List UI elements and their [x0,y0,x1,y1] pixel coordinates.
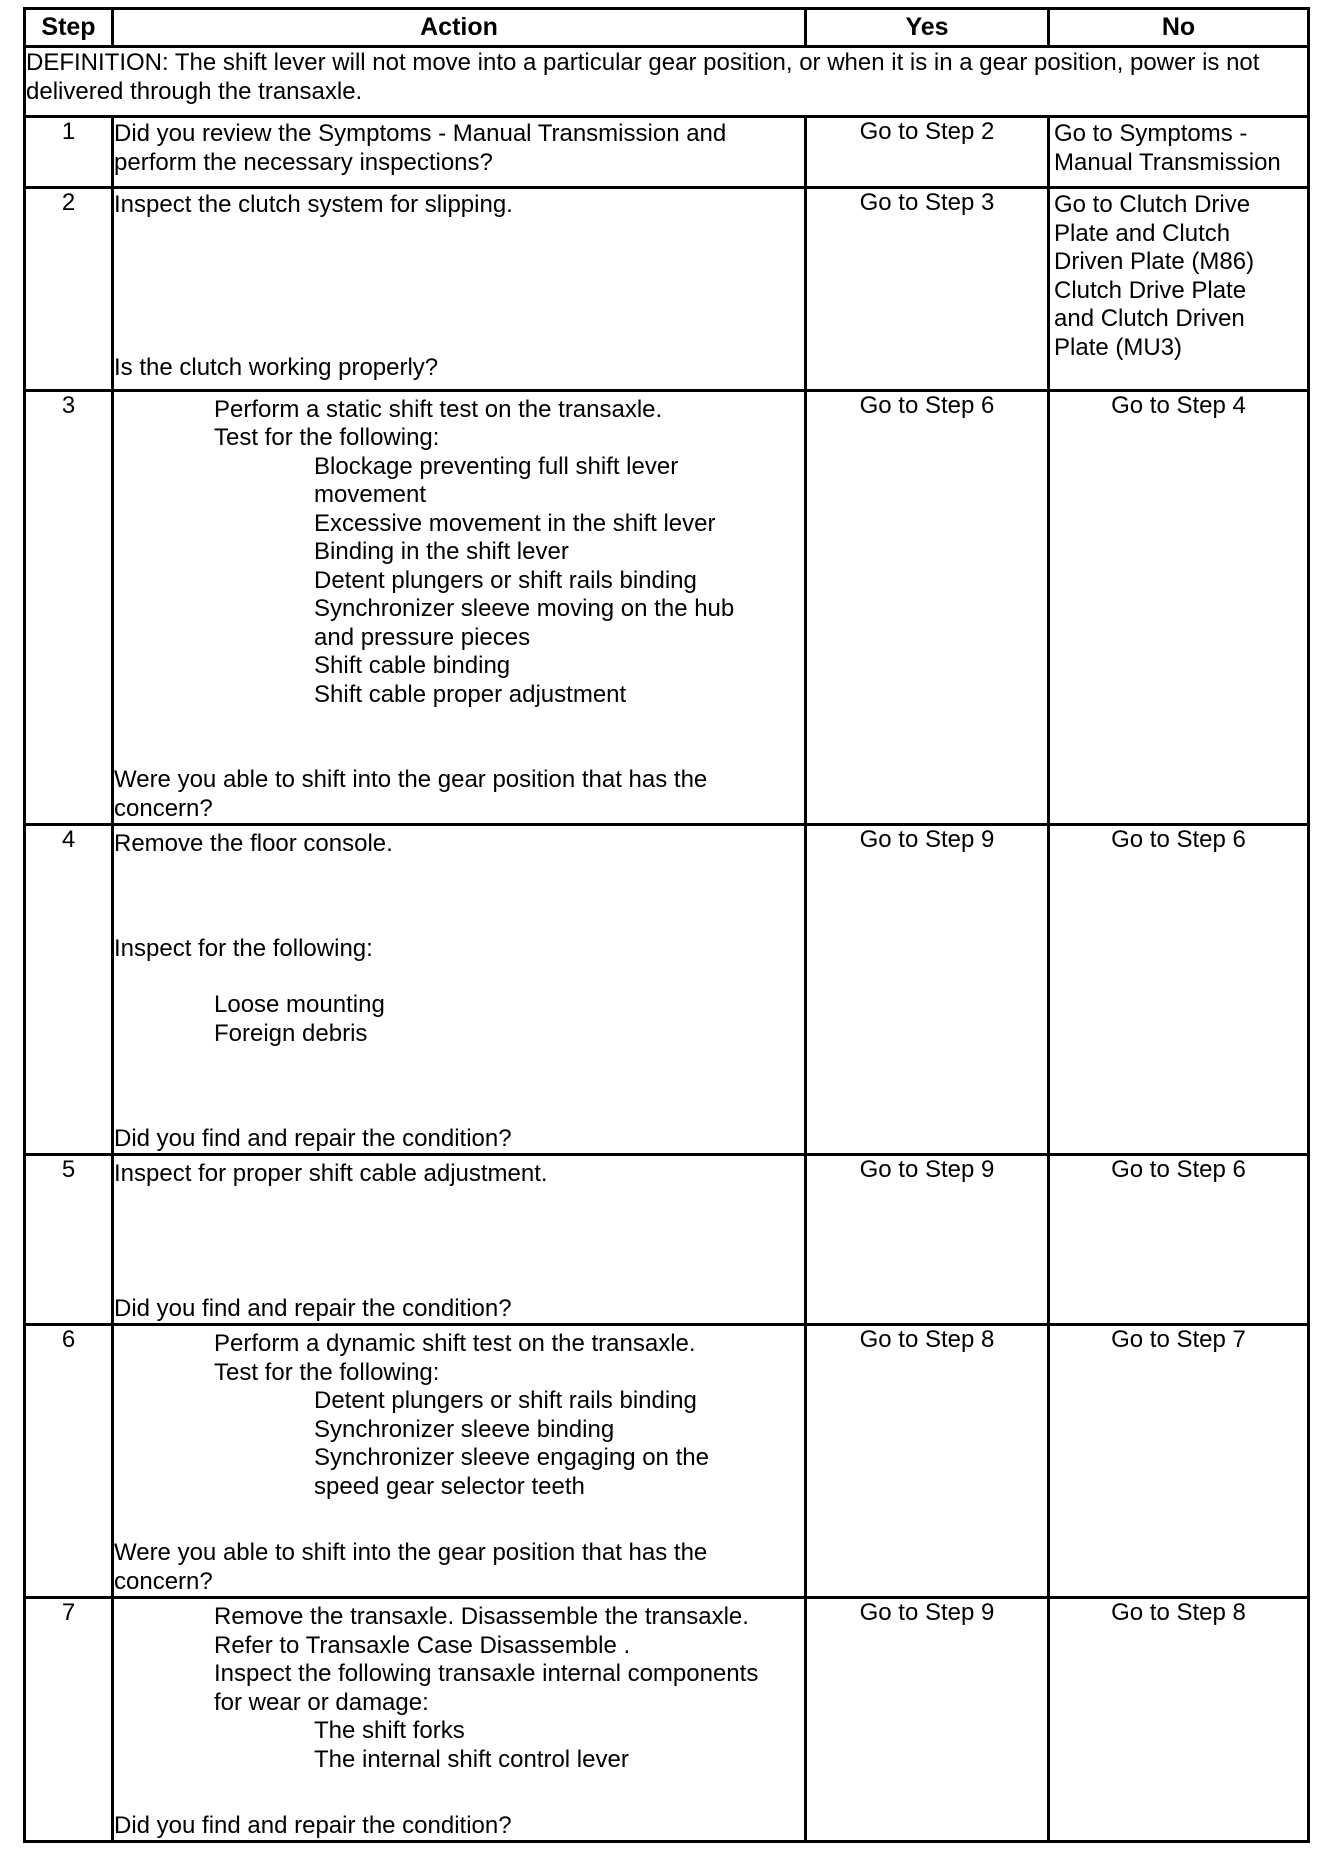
action-line: Inspect for proper shift cable adjustment. [114,1160,548,1188]
step-number: 4 [25,825,113,1155]
yes-result: Go to Step 6 [806,390,1049,824]
yes-result: Go to Step 9 [806,1598,1049,1842]
action-question: concern? [114,794,213,822]
table-row [25,1325,1309,1598]
action-question: Is the clutch working properly? [114,354,439,382]
action-cell [113,188,806,390]
action-item: Synchronizer sleeve moving on the hub [314,595,735,623]
action-item: Shift cable binding [314,652,511,680]
action-question: Were you able to shift into the gear position that has the [114,1539,708,1567]
step-number: 1 [25,117,113,188]
action-cell [113,1598,806,1842]
action-line: Inspect the following transaxle internal components [214,1660,759,1688]
action-item: speed gear selector teeth [314,1472,585,1500]
no-line: Clutch Drive Plate [1054,276,1247,304]
yes-result: Go to Step 3 [806,188,1049,390]
table-row [25,117,1309,188]
action-line: Inspect for the following: [114,934,373,962]
no-line: Go to Clutch Drive [1054,191,1251,219]
yes-result: Go to Step 2 [806,117,1049,188]
no-result: Go to Step 6 [1049,1155,1309,1325]
yes-result: Go to Step 8 [806,1325,1049,1598]
action-question: concern? [114,1567,213,1595]
action-item: The internal shift control lever [314,1745,629,1773]
no-result: Go to Step 6 [1049,825,1309,1155]
action-item: Loose mounting [214,991,385,1019]
action-line: Refer to Transaxle Case Disassemble . [214,1631,631,1659]
no-line: Manual Transmission [1054,148,1281,176]
definition-row [25,46,1309,116]
no-line: and Clutch Driven [1054,305,1245,333]
no-line: Plate (MU3) [1054,333,1183,361]
definition-text: DEFINITION: The shift lever will not move into a particular gear position, or when it is in a gear position, power is not delivered through the transaxle. [25,46,1309,116]
action-line: for wear or damage: [214,1688,429,1716]
no-result [1049,117,1309,188]
step-number: 6 [25,1325,113,1598]
step-number: 7 [25,1598,113,1842]
action-line: Inspect the clutch system for slipping. [114,191,513,219]
action-line: Test for the following: [214,424,440,452]
no-line: Go to Symptoms - [1054,120,1248,148]
action-item: Synchronizer sleeve engaging on the [314,1444,709,1472]
action-line: perform the necessary inspections? [114,148,493,176]
header-action: Action [113,9,806,47]
yes-result: Go to Step 9 [806,1155,1049,1325]
action-cell [113,1155,806,1325]
no-line: Driven Plate (M86) [1054,248,1255,276]
action-item: Binding in the shift lever [314,538,569,566]
action-line: Perform a dynamic shift test on the transaxle. [214,1330,696,1358]
step-number: 3 [25,390,113,824]
action-item: Blockage preventing full shift lever [314,452,679,480]
header-no: No [1049,9,1309,47]
action-cell [113,1325,806,1598]
header-row [25,9,1309,47]
action-line: Remove the floor console. [114,830,393,858]
action-question: Did you find and repair the condition? [114,1124,512,1152]
action-item: Detent plungers or shift rails binding [314,566,697,594]
action-question: Did you find and repair the condition? [114,1294,512,1322]
action-cell [113,390,806,824]
no-result: Go to Step 8 [1049,1598,1309,1842]
action-line: Perform a static shift test on the transaxle. [214,395,663,423]
table-row [25,1155,1309,1325]
table-row [25,825,1309,1155]
action-cell [113,825,806,1155]
action-item: Synchronizer sleeve binding [314,1415,615,1443]
action-item: The shift forks [314,1717,465,1745]
step-number: 2 [25,188,113,390]
no-result [1049,188,1309,390]
table-row [25,188,1309,390]
header-yes: Yes [806,9,1049,47]
header-step: Step [25,9,113,47]
no-result: Go to Step 7 [1049,1325,1309,1598]
action-question: Did you find and repair the condition? [114,1811,512,1839]
action-item: Excessive movement in the shift lever [314,509,716,537]
action-item: and pressure pieces [314,623,531,651]
action-item: movement [314,481,427,509]
action-line: Remove the transaxle. Disassemble the transaxle. [214,1603,749,1631]
step-number: 5 [25,1155,113,1325]
action-item: Shift cable proper adjustment [314,680,627,708]
table-row [25,1598,1309,1842]
table-row [25,390,1309,824]
action-item: Detent plungers or shift rails binding [314,1387,697,1415]
diagnostic-table [23,7,1310,1843]
no-result: Go to Step 4 [1049,390,1309,824]
action-line: Test for the following: [214,1358,440,1386]
action-cell [113,117,806,188]
action-item: Foreign debris [214,1019,368,1047]
no-line: Plate and Clutch [1054,219,1231,247]
action-line: Did you review the Symptoms - Manual Transmission and [114,120,727,148]
action-question: Were you able to shift into the gear position that has the [114,766,708,794]
yes-result: Go to Step 9 [806,825,1049,1155]
